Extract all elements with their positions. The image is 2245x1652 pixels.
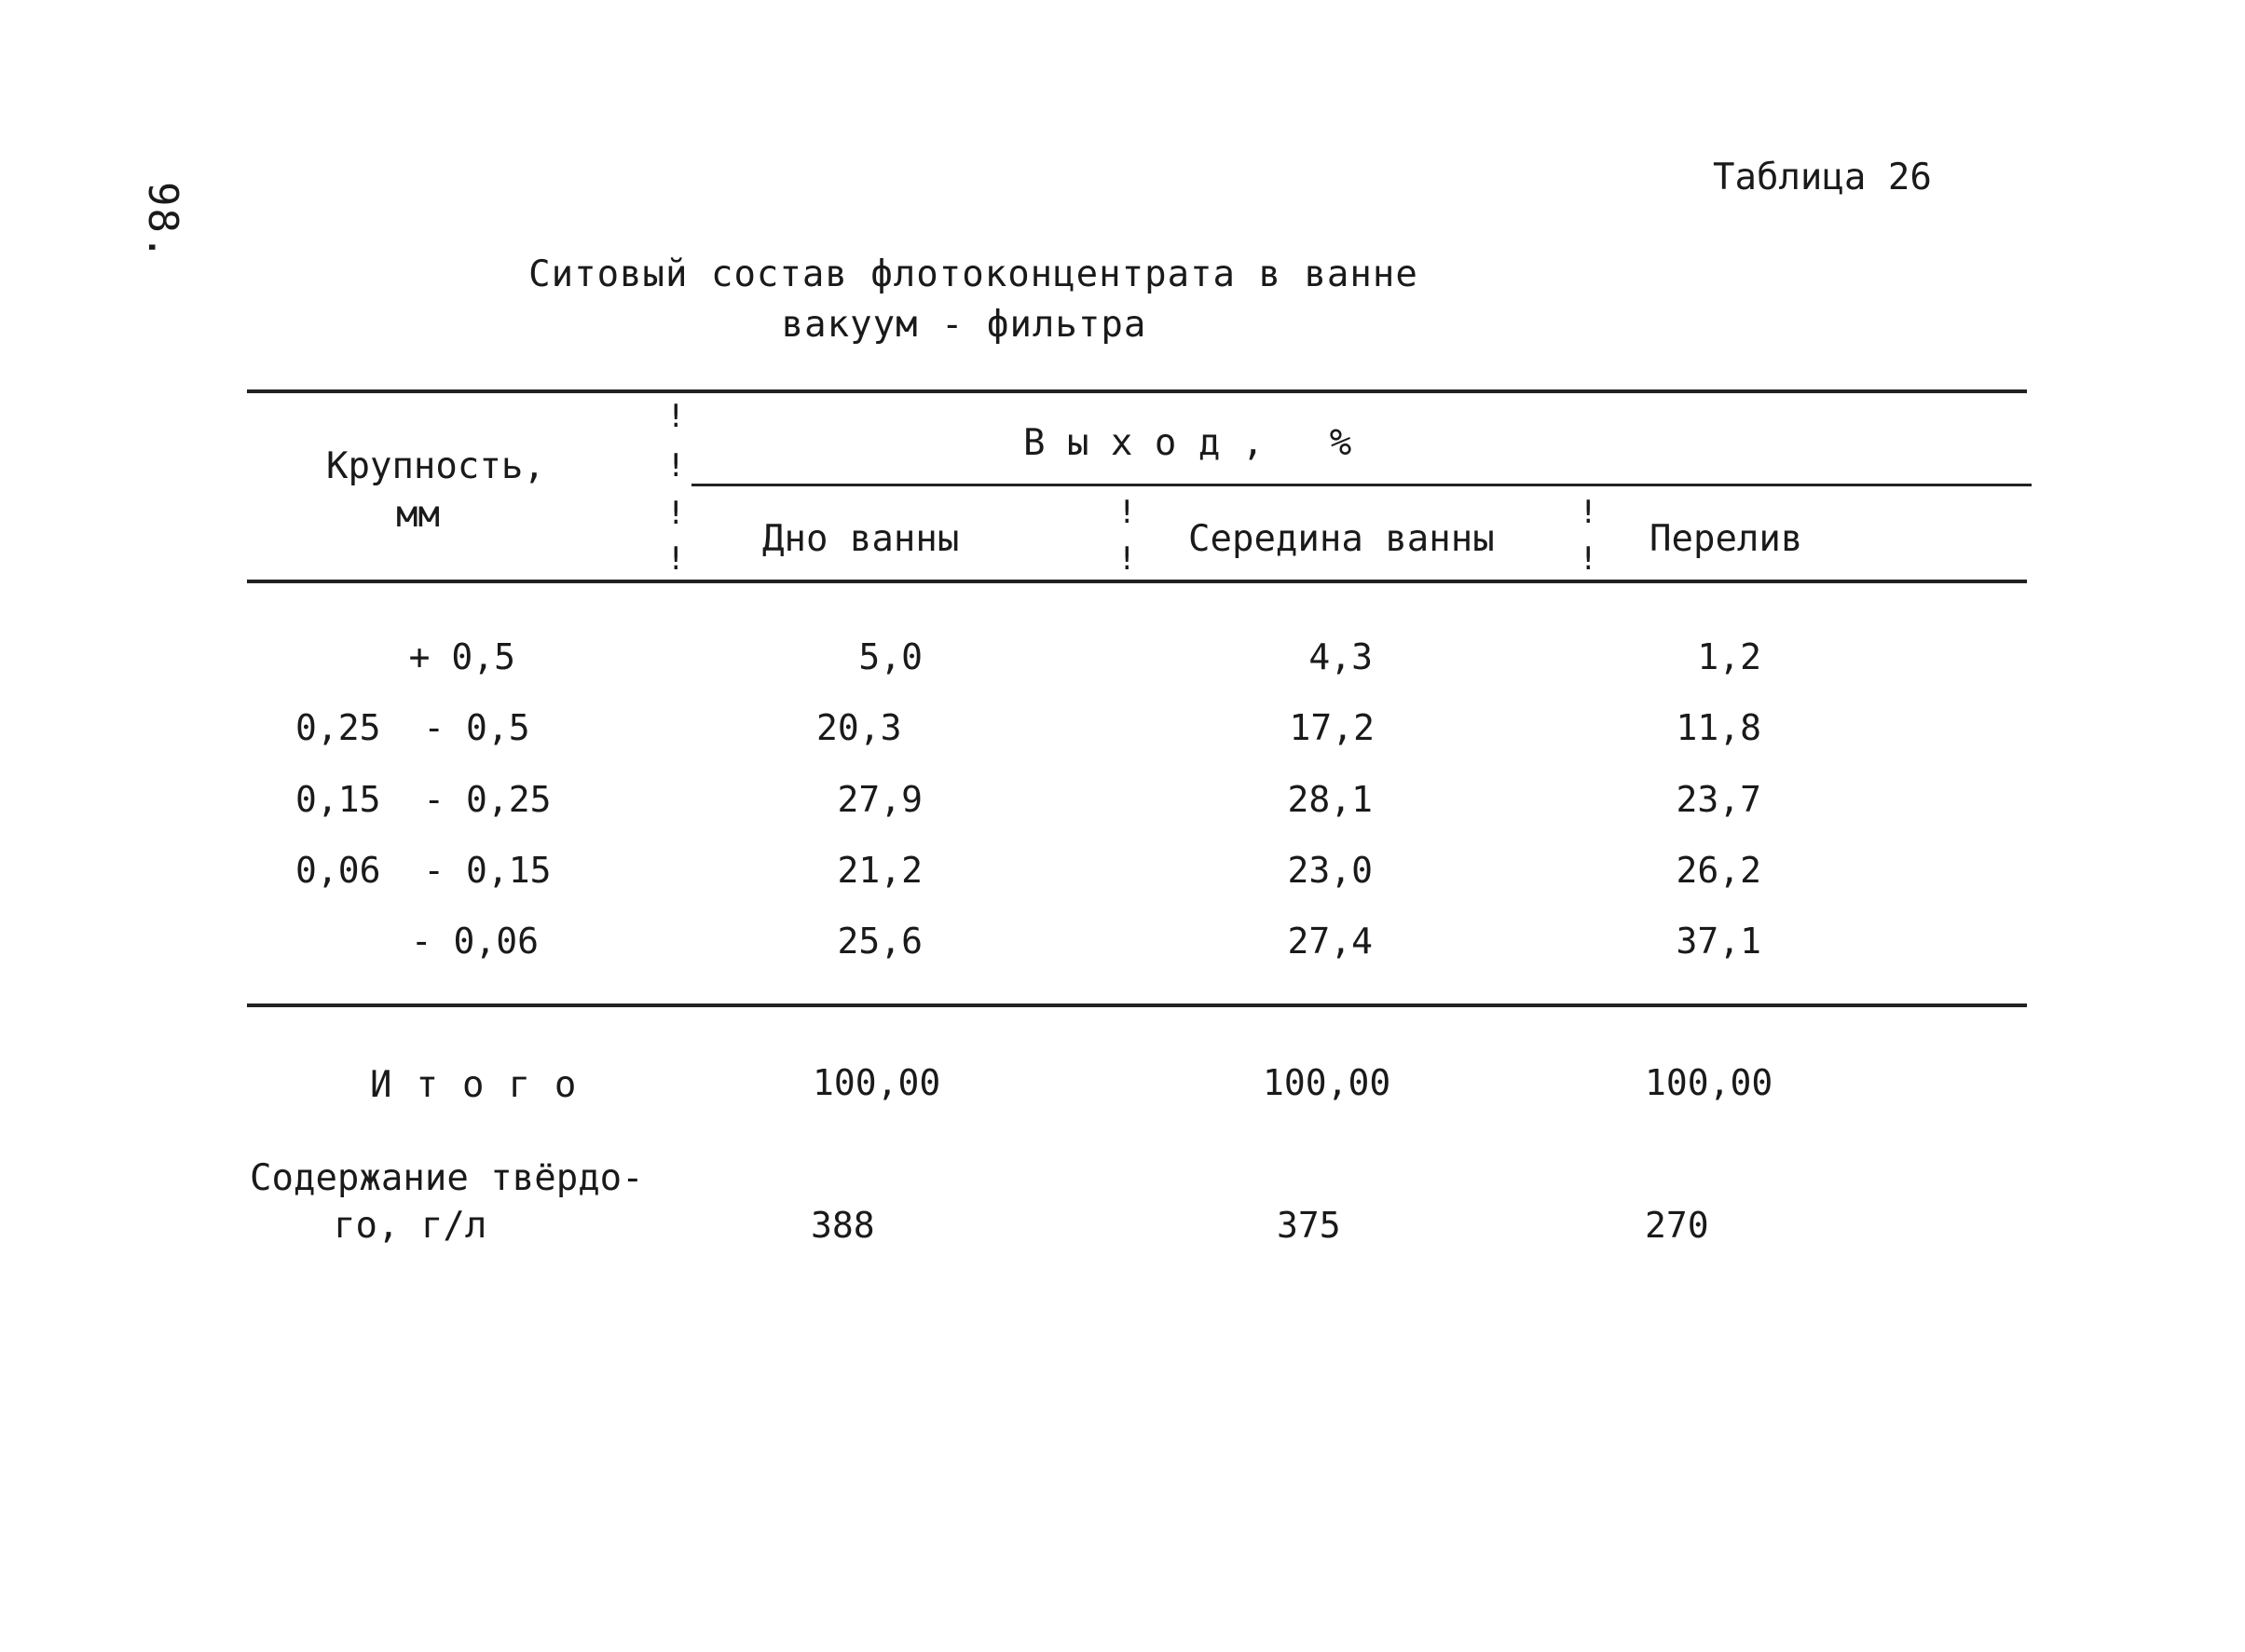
column-header-bottom: Дно ванны	[762, 518, 960, 560]
size-header-line1: Крупность,	[326, 445, 545, 487]
solids-value: 375	[1277, 1205, 1341, 1246]
value-cell: 37,1	[1676, 921, 1761, 962]
value-cell: 21,2	[837, 850, 923, 891]
value-cell: 5,0	[858, 636, 923, 677]
table-title-line2: вакуум - фильтра	[781, 304, 1147, 346]
page-number: 98.	[139, 182, 186, 262]
solids-value: 388	[811, 1205, 875, 1246]
separator-mark: !	[666, 540, 686, 578]
value-cell: 26,2	[1676, 850, 1761, 891]
separator-mark: !	[666, 447, 686, 485]
value-cell: 25,6	[837, 921, 923, 962]
header-bottom-rule	[247, 580, 2027, 583]
solids-label-line1: Содержание твёрдо-	[250, 1157, 644, 1199]
size-cell: - 0,06	[410, 921, 539, 962]
yield-header: В ы х о д , %	[1023, 422, 1352, 464]
value-cell: 20,3	[816, 707, 902, 748]
value-cell: 27,9	[837, 779, 923, 820]
size-cell: 0,25 - 0,5	[295, 707, 530, 748]
separator-mark: !	[1579, 494, 1598, 531]
solids-value: 270	[1645, 1205, 1709, 1246]
size-header-line2: мм	[396, 494, 440, 536]
separator-mark: !	[1579, 540, 1598, 578]
value-cell: 27,4	[1287, 921, 1373, 962]
value-cell: 28,1	[1287, 779, 1373, 820]
subheader-rule	[691, 484, 2032, 486]
value-cell: 4,3	[1308, 636, 1373, 677]
total-label: Итого	[370, 1064, 601, 1106]
body-bottom-rule	[247, 1003, 2027, 1007]
top-rule	[247, 389, 2027, 393]
size-cell: + 0,5	[408, 636, 515, 677]
separator-mark: !	[666, 495, 686, 532]
total-value: 100,00	[813, 1062, 941, 1103]
value-cell: 23,7	[1676, 779, 1761, 820]
value-cell: 17,2	[1289, 707, 1375, 748]
value-cell: 1,2	[1697, 636, 1761, 677]
total-value: 100,00	[1263, 1062, 1391, 1103]
column-header-middle: Середина ванны	[1188, 518, 1495, 560]
separator-mark: !	[666, 398, 686, 435]
column-header-overflow: Перелив	[1650, 518, 1803, 560]
total-value: 100,00	[1645, 1062, 1773, 1103]
value-cell: 11,8	[1676, 707, 1761, 748]
solids-label-line2: го, г/л	[334, 1205, 487, 1247]
separator-mark: !	[1117, 540, 1137, 578]
size-cell: 0,06 - 0,15	[295, 850, 552, 891]
size-cell: 0,15 - 0,25	[295, 779, 552, 820]
separator-mark: !	[1117, 494, 1137, 531]
value-cell: 23,0	[1287, 850, 1373, 891]
table-label: Таблица 26	[1713, 157, 1932, 198]
table-title-line1: Ситовый состав флотоконцентрата в ванне	[528, 253, 1418, 295]
